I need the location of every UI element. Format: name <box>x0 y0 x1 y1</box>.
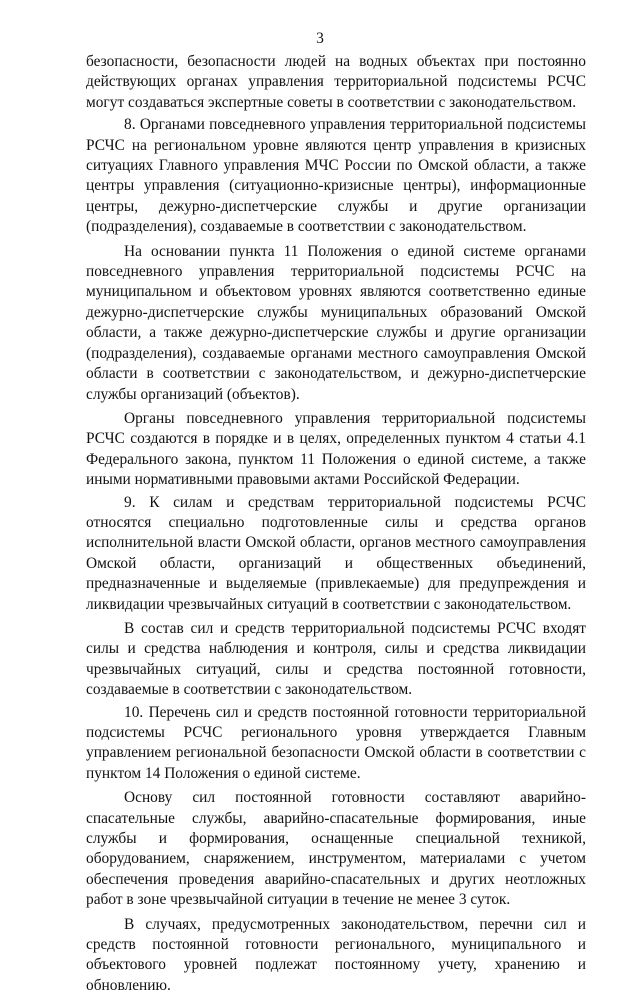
page-number: 3 <box>316 30 324 47</box>
paragraph: 9. К силам и средствам территориальной подсистемы РСЧС относятся специально подготовленные силы и средства органов исполнительной власти Омской области, органов местного самоуправления Омской области, организаций и общественных объединений, предназначенные и выделяемые (привлекаемые) для предупреждения и ликвидации чрезвычайных ситуаций в соответствии с законодательством. <box>86 493 586 613</box>
paragraph: Органы повседневного управления территориальной подсистемы РСЧС создаются в порядке и в целях, определенных пунктом 4 статьи 4.1 Федерального закона, пунктом 11 Положения о единой системе, а также иными нормативными правовыми актами Российской Федерации. <box>86 409 586 489</box>
paragraph: На основании пункта 11 Положения о единой системе органами повседневного управления территориальной подсистемы РСЧС на муниципальном и объектовом уровнях являются соответственно единые дежурно-диспетчерские службы муниципальных образований Омской области, а также дежурно-диспетчерские службы и другие организации (подразделения), создаваемые органами местного самоуправления Омской области в соответствии с законодательством, и дежурно-диспетчерские службы организаций (объектов). <box>86 242 586 403</box>
document-body <box>86 52 586 998</box>
paragraph: 10. Перечень сил и средств постоянной готовности территориальной подсистемы РСЧС регионального уровня утверждается Главным управлением региональной безопасности Омской области в соответствии с пунктом 14 Положения о единой системе. <box>86 703 586 782</box>
paragraph: 8. Органами повседневного управления территориальной подсистемы РСЧС на региональном уровне являются центр управления в кризисных ситуациях Главного управления МЧС России по Омской области, а также центры управления (ситуационно-кризисные центры), информационные центры, дежурно-диспетчерские службы и другие организации (подразделения), создаваемые в соответствии с законодательством. <box>86 116 586 236</box>
paragraph: В случаях, предусмотренных законодательством, перечни сил и средств постоянной готовности регионального, муниципального и объектового уровней подлежат постоянному учету, хранению и обновлению. <box>86 915 586 994</box>
paragraph: В состав сил и средств территориальной подсистемы РСЧС входят силы и средства наблюдения и контроля, силы и средства ликвидации чрезвычайных ситуаций, силы и средства постоянной готовности, создаваемые в соответствии с законодательством. <box>86 619 586 699</box>
paragraph: безопасности, безопасности людей на водных объектах при постоянно действующих органах управления территориальной подсистемы РСЧС могут создаваться экспертные советы в соответствии с законодательством. <box>86 53 586 111</box>
paragraph: Основу сил постоянной готовности составляют аварийно-спасательные службы, аварийно-спасательные формирования, иные службы и формирования, оснащенные специальной техникой, оборудованием, снаряжением, инструментом, материалами с учетом обеспечения проведения аварийно-спасательных и других неотложных работ в зоне чрезвычайной ситуации в течение не менее 3 суток. <box>86 789 586 909</box>
